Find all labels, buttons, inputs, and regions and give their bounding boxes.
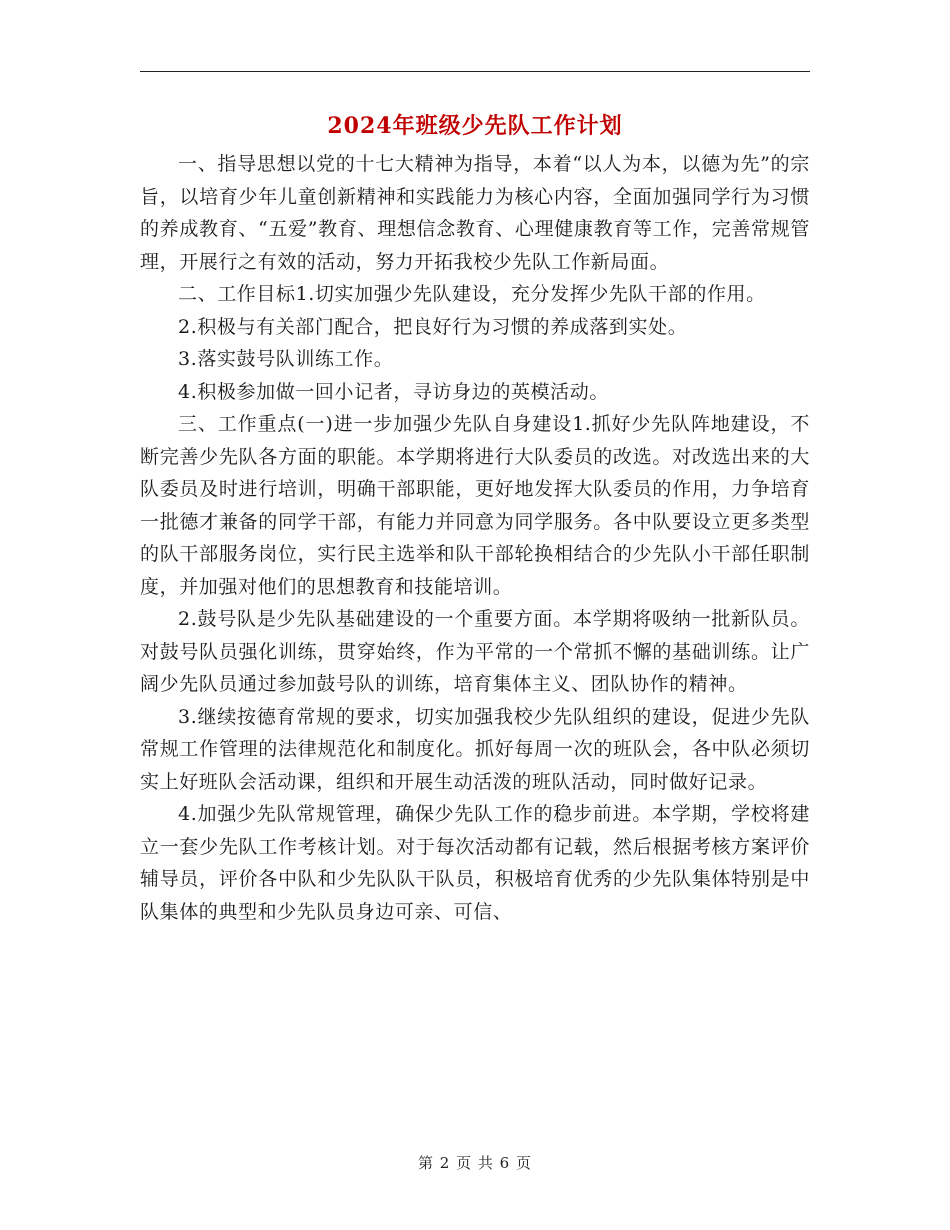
page-footer: 第 2 页 共 6 页 xyxy=(418,1154,532,1172)
paragraph-guiding-ideology: 一、指导思想以党的十七大精神为指导，本着“以人为本，以德为先”的宗旨，以培育少年儿童创新精神和实践能力为核心内容，全面加强同学行为习惯的养成教育、“五爱”教育、理想信念教育、心理健康教育等工作，完善常规管理，开展行之有效的活动，努力开拓我校少先队工作新局面。 xyxy=(140,153,810,273)
paragraph-key-work-2: 2.鼓号队是少先队基础建设的一个重要方面。本学期将吸纳一批新队员。对鼓号队员强化训练，贯穿始终，作为平常的一个常抓不懈的基础训练。让广阔少先队员通过参加鼓号队的训练，培育集体主义、团队协作的精神。 xyxy=(140,608,810,695)
paragraph-work-goal-4: 4.积极参加做一回小记者，寻访身边的英模活动。 xyxy=(178,380,609,403)
header-rule xyxy=(140,71,810,72)
document-body xyxy=(140,148,810,928)
paragraph-key-work-3: 3.继续按德育常规的要求，切实加强我校少先队组织的建设，促进少先队常规工作管理的法律规范化和制度化。抓好每周一次的班队会，各中队必须切实上好班队会活动课，组织和开展生动活泼的班队活动，同时做好记录。 xyxy=(140,705,810,793)
paragraph-work-goal-3: 3.落实鼓号队训练工作。 xyxy=(178,348,394,370)
document-title: 2024年班级少先队工作计划 xyxy=(327,113,623,139)
paragraph-key-work-1: 三、工作重点(一)进一步加强少先队自身建设1.抓好少先队阵地建设，不断完善少先队各方面的职能。本学期将进行大队委员的改选。对改选出来的大队委员及时进行培训，明确干部职能，更好地发挥大队委员的作用，力争培育一批德才兼备的同学干部，有能力并同意为同学服务。各中队要设立更多类型的队干部服务岗位，实行民主选举和队干部轮换相结合的少先队小干部任职制度，并加强对他们的思想教育和技能培训。 xyxy=(140,413,810,598)
paragraph-key-work-4: 4.加强少先队常规管理，确保少先队工作的稳步前进。本学期，学校将建立一套少先队工作考核计划。对于每次活动都有记载，然后根据考核方案评价辅导员，评价各中队和少先队队干队员，积极培育优秀的少先队集体特别是中队集体的典型和少先队员身边可亲、可信、 xyxy=(140,803,810,923)
paragraph-work-goal-2: 2.积极与有关部门配合，把良好行为习惯的养成落到实处。 xyxy=(178,315,688,338)
paragraph-work-goal-1: 二、工作目标1.切实加强少先队建设，充分发挥少先队干部的作用。 xyxy=(178,283,766,305)
